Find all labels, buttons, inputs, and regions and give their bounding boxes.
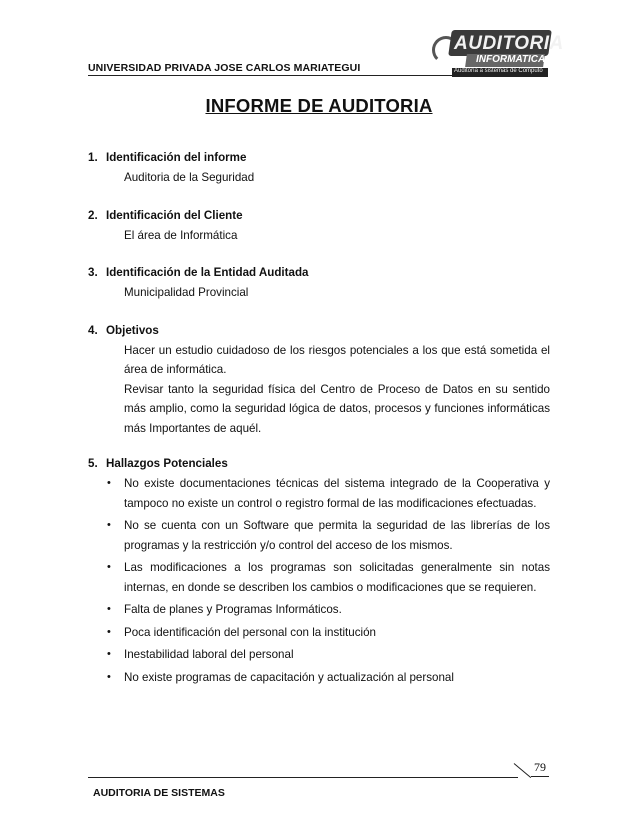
section-paragraph: Hacer un estudio cuidadoso de los riesgos potenciales a los que está sometida el área de informática. bbox=[124, 343, 550, 376]
bullet-icon: • bbox=[107, 670, 111, 683]
section-4 bbox=[88, 323, 550, 439]
auditoria-logo bbox=[432, 30, 564, 76]
findings-list bbox=[88, 474, 550, 687]
section-heading: Identificación del informe bbox=[106, 151, 247, 164]
report-content bbox=[88, 150, 550, 690]
footer-rule-end bbox=[531, 776, 549, 777]
list-item: • Las modificaciones a los programas son solicitadas generalmente sin notas internas, en donde se describen los cambios o modificaciones que se requieren. bbox=[106, 558, 550, 597]
section-body: El área de Informática bbox=[124, 228, 238, 242]
bullet-icon: • bbox=[107, 477, 111, 489]
bullet-icon: • bbox=[107, 519, 111, 531]
section-number: 4. bbox=[88, 323, 98, 337]
section-1 bbox=[88, 150, 550, 188]
list-item: • Falta de planes y Programas Informáticos. bbox=[106, 600, 550, 620]
logo-sub-text: INFORMATICA bbox=[476, 54, 546, 65]
list-item: • Inestabilidad laboral del personal bbox=[106, 645, 550, 665]
footer-rule bbox=[88, 777, 518, 778]
page-number: 79 bbox=[534, 760, 546, 774]
section-heading: Objetivos bbox=[106, 323, 159, 337]
section-number: 3. bbox=[88, 266, 98, 279]
list-item: • No existe programas de capacitación y actualización al personal bbox=[106, 668, 550, 688]
list-item: • Poca identificación del personal con la institución bbox=[106, 623, 550, 643]
section-number: 1. bbox=[88, 151, 98, 164]
section-paragraph: Revisar tanto la seguridad física del Centro de Proceso de Datos en su sentido más amplio, como la seguridad lógica de datos, procesos y funciones informáticas más Importantes de aquél. bbox=[124, 382, 550, 435]
footer-label: AUDITORIA DE SISTEMAS bbox=[93, 787, 225, 799]
bullet-icon: • bbox=[107, 603, 111, 615]
footer-rule-diagonal bbox=[514, 763, 531, 778]
page-title: INFORME DE AUDITORIA bbox=[205, 95, 433, 116]
section-heading: Hallazgos Potenciales bbox=[106, 457, 228, 470]
bullet-icon: • bbox=[107, 561, 111, 573]
section-body: Municipalidad Provincial bbox=[124, 286, 249, 299]
section-heading: Identificación del Cliente bbox=[106, 208, 243, 222]
section-2 bbox=[88, 208, 550, 246]
logo-tagline: Auditoría a sistemas de Computo bbox=[454, 68, 543, 74]
logo-main-text: AUDITORIA bbox=[454, 33, 564, 54]
section-5 bbox=[88, 456, 550, 687]
section-number: 5. bbox=[88, 457, 98, 470]
section-3 bbox=[88, 265, 550, 303]
section-body: Auditoria de la Seguridad bbox=[124, 171, 255, 184]
bullet-icon: • bbox=[107, 648, 111, 660]
section-number: 2. bbox=[88, 208, 98, 222]
header-university: UNIVERSIDAD PRIVADA JOSE CARLOS MARIATEGUI bbox=[88, 62, 361, 74]
list-item: • No se cuenta con un Software que permita la seguridad de las librerías de los programas y la restricción y/o control del acceso de los mismos. bbox=[106, 516, 550, 555]
list-item: • No existe documentaciones técnicas del sistema integrado de la Cooperativa y tampoco no existe un control o registro formal de las modificaciones efectuadas. bbox=[106, 474, 550, 513]
section-heading: Identificación de la Entidad Auditada bbox=[106, 266, 309, 279]
bullet-icon: • bbox=[107, 625, 111, 638]
